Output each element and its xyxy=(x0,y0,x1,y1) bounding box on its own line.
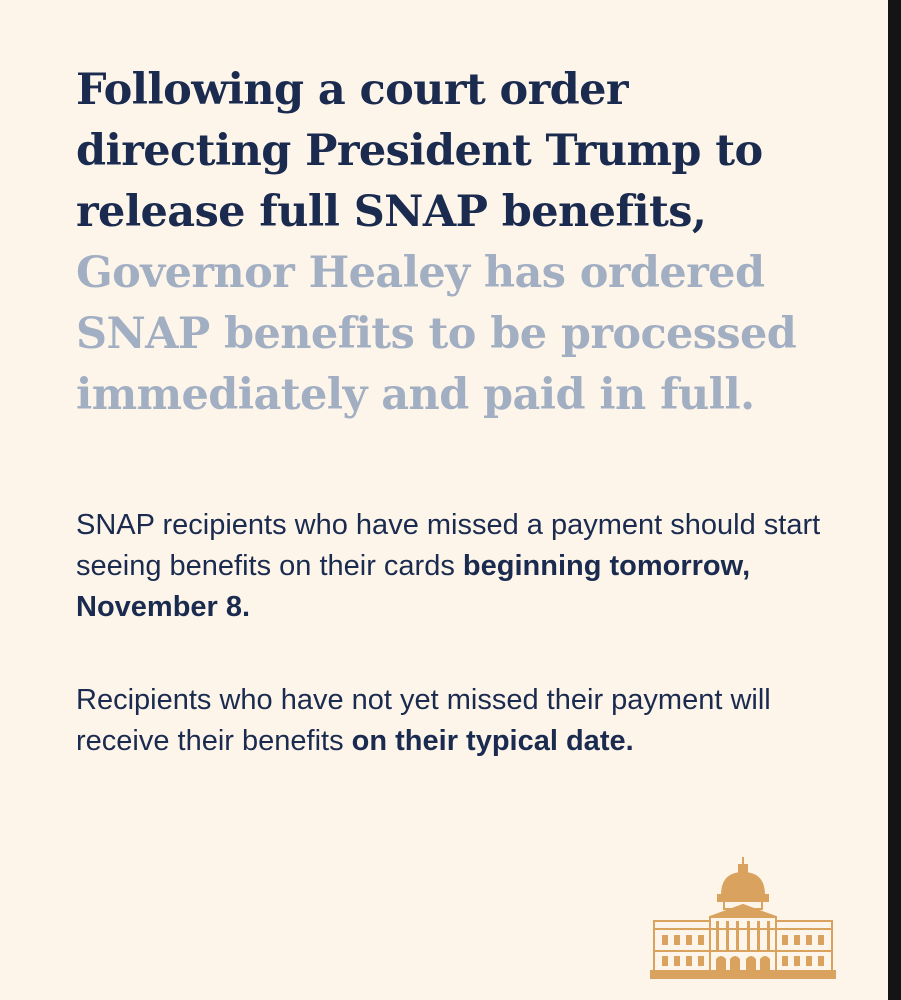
paragraph-missed-payment xyxy=(76,505,836,628)
paragraph-not-missed-text: Recipients who have not yet missed their payment will receive their benefits xyxy=(76,684,771,757)
state-house-icon xyxy=(650,855,836,980)
paragraph-missed-payment-emphasis: beginning tomorrow, November 8. xyxy=(76,550,751,623)
paragraph-missed-payment-text: SNAP recipients who have missed a payment should start seeing benefits on their cards xyxy=(76,509,821,582)
paragraph-not-missed-emphasis: on their typical date. xyxy=(351,725,634,757)
headline-secondary: Governor Healey has ordered SNAP benefits to be processed immediately and paid in full. xyxy=(76,248,797,420)
paragraph-not-missed xyxy=(76,680,836,762)
edge-bar xyxy=(888,0,901,1000)
headline xyxy=(76,60,856,426)
headline-primary: Following a court order directing President Trump to release full SNAP benefits, xyxy=(76,65,763,237)
